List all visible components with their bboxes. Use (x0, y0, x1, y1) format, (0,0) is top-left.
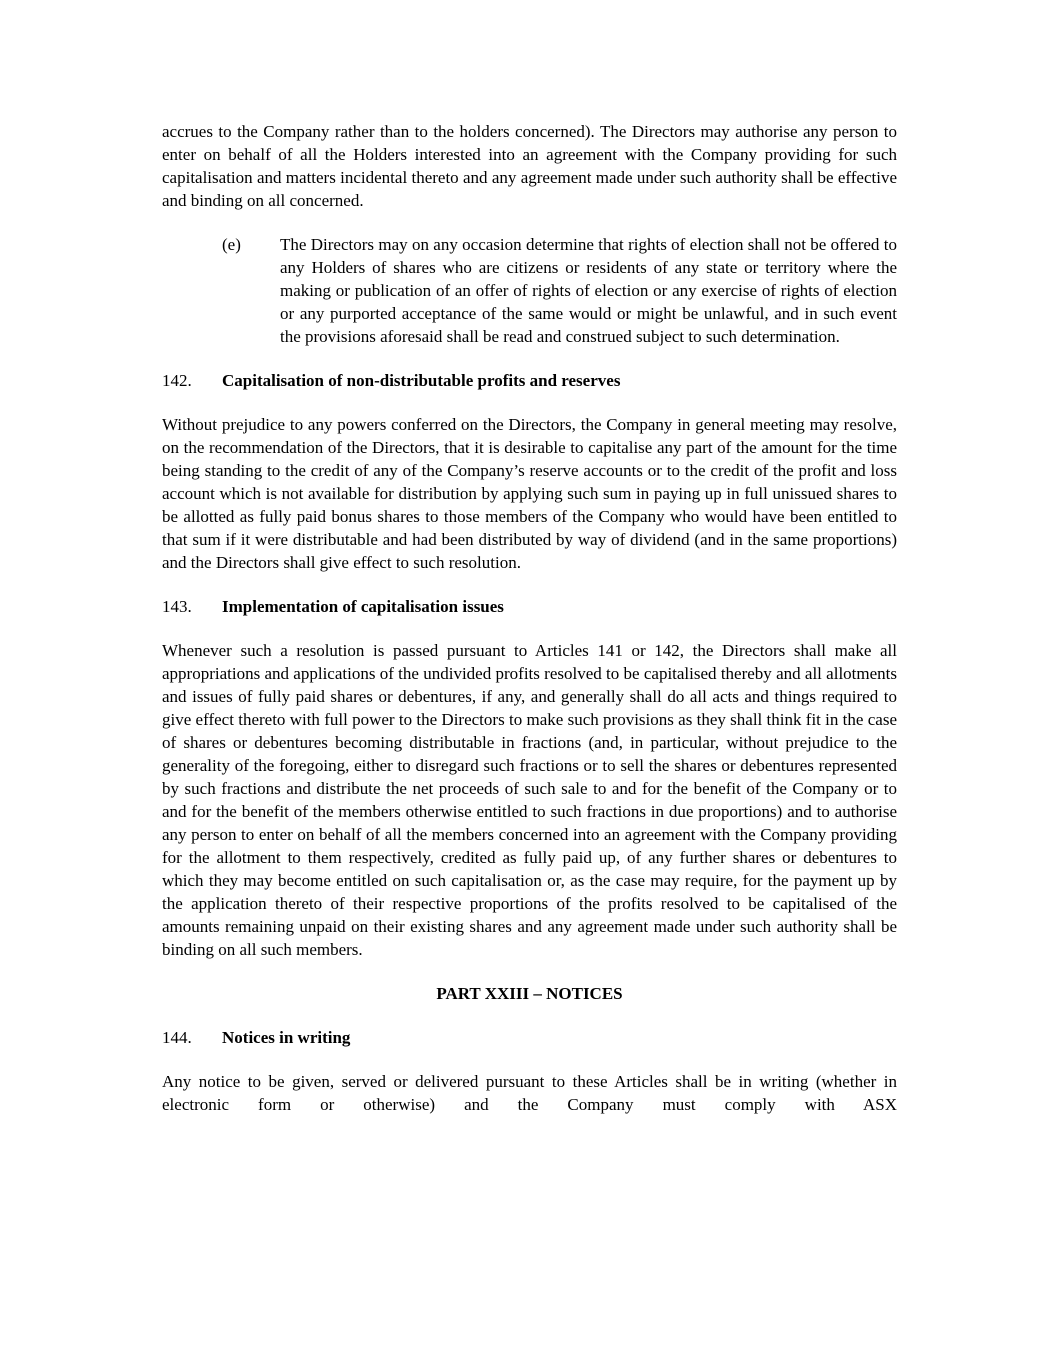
section-142-body: Without prejudice to any powers conferred on the Directors, the Company in general meeting may resolve, on the recommendation of the Directors, that it is desirable to capitalise any part of the amount for the time being standing to the credit of any of the Company’s reserve accounts or to the credit of the profit and loss account which is not available for distribution by applying such sum in paying up in full unissued shares to be allotted as fully paid bonus shares to those members of the Company who would have been entitled to that sum if it were distributable and had been distributed by way of dividend (and in the same proportions) and the Directors shall give effect to such resolution. (162, 415, 897, 572)
clause-e (222, 233, 897, 348)
section-142-heading (162, 369, 897, 392)
section-143-number: 143. (162, 597, 192, 616)
section-143-heading (162, 595, 897, 618)
section-143-body: Whenever such a resolution is passed pursuant to Articles 141 or 142, the Directors shall make all appropriations and applications of the undivided profits resolved to be capitalised thereby and all allotments and issues of fully paid shares or debentures, if any, and generally shall do all acts and things required to give effect thereto with full power to the Directors to make such provisions as they shall think fit in the case of shares or debentures becoming distributable in fractions (and, in particular, without prejudice to the generality of the foregoing, either to disregard such fractions or to sell the shares or debentures represented by such fractions and distribute the net proceeds of such sale to and for the benefit of the Company or to and for the benefit of the members otherwise entitled to such fractions in due proportions) and to authorise any person to enter on behalf of all the members concerned into an agreement with the Company providing for the allotment to them respectively, credited as fully paid up, of any further shares or debentures to which they may become entitled on such capitalisation or, as the case may require, for the payment up by the application thereto of their respective proportions of the profits resolved to be capitalised of the amounts remaining unpaid on their existing shares and any agreement made under such authority shall be binding on all such members. (162, 641, 897, 959)
section-143-title: Implementation of capitalisation issues (222, 597, 504, 616)
section-144-body: Any notice to be given, served or delivered pursuant to these Articles shall be in writing (whether in electronic form or otherwise) and the Company must comply with ASX (162, 1072, 897, 1114)
section-144-heading (162, 1026, 897, 1049)
clause-e-label: (e) (222, 235, 241, 254)
section-142-number: 142. (162, 371, 192, 390)
section-144-title: Notices in writing (222, 1028, 351, 1047)
section-144-number: 144. (162, 1028, 192, 1047)
section-142-title: Capitalisation of non-distributable profits and reserves (222, 371, 621, 390)
clause-e-text: The Directors may on any occasion determine that rights of election shall not be offered to any Holders of shares who are citizens or residents of any state or territory where the making or publication of an offer of rights of election or any exercise of rights of election or any purported acceptance of the same would or might be unlawful, and in such event the provisions aforesaid shall be read and construed subject to such determination. (280, 235, 897, 346)
continuation-paragraph: accrues to the Company rather than to the holders concerned). The Directors may authorise any person to enter on behalf of all the Holders interested into an agreement with the Company providing for such capitalisation and matters incidental thereto and any agreement made under such authority shall be effective and binding on all concerned. (162, 122, 897, 210)
part-xxiii-heading: PART XXIII – NOTICES (436, 984, 623, 1003)
